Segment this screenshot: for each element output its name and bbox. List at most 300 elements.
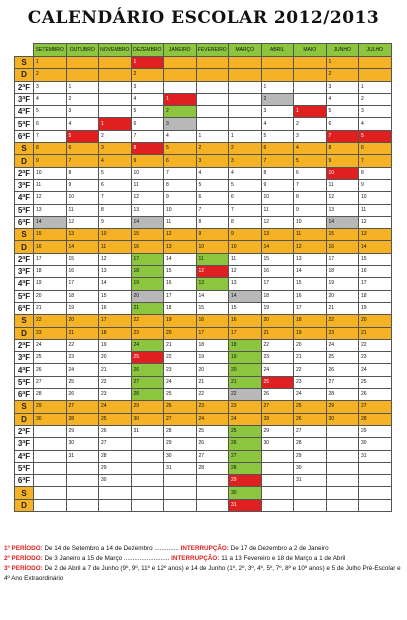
- day-cell: [229, 81, 262, 93]
- day-cell: 4: [229, 167, 262, 179]
- day-cell: 27: [359, 401, 392, 413]
- day-cell: 25: [326, 352, 359, 364]
- day-cell: [261, 462, 294, 474]
- day-cell: 4: [196, 167, 229, 179]
- day-cell: 6: [34, 118, 67, 130]
- day-cell: 7: [164, 167, 197, 179]
- day-cell: 8: [196, 216, 229, 228]
- day-cell: 13: [66, 229, 99, 241]
- day-cell: 9: [229, 229, 262, 241]
- month-header: OUTUBRO: [66, 44, 99, 57]
- day-cell: 6: [229, 192, 262, 204]
- day-cell: 5: [294, 155, 327, 167]
- day-cell: 15: [99, 290, 132, 302]
- calendar-row: [15, 241, 392, 253]
- weekday-label: 6ªF: [15, 389, 34, 401]
- day-cell: 21: [66, 327, 99, 339]
- day-cell: [34, 462, 67, 474]
- day-cell: 5: [99, 167, 132, 179]
- day-cell: 19: [131, 278, 164, 290]
- calendar-row: [15, 487, 392, 499]
- day-cell: 6: [131, 118, 164, 130]
- calendar-row: [15, 216, 392, 228]
- day-cell: 16: [99, 302, 132, 314]
- day-cell: 20: [229, 364, 262, 376]
- day-cell: 16: [359, 266, 392, 278]
- day-cell: [261, 487, 294, 499]
- day-cell: 1: [66, 81, 99, 93]
- calendar-row: [15, 339, 392, 351]
- day-cell: 10: [99, 229, 132, 241]
- day-cell: 17: [164, 290, 197, 302]
- day-cell: 13: [131, 204, 164, 216]
- calendar-row: [15, 462, 392, 474]
- day-cell: 19: [66, 302, 99, 314]
- day-cell: 12: [261, 216, 294, 228]
- day-cell: 11: [294, 229, 327, 241]
- legend-key: 3º PERÍODO:: [4, 565, 43, 572]
- day-cell: 2: [66, 93, 99, 105]
- day-cell: 18: [34, 266, 67, 278]
- weekday-label: 4ªF: [15, 364, 34, 376]
- day-cell: 8: [326, 143, 359, 155]
- day-cell: 29: [131, 401, 164, 413]
- day-cell: 1: [131, 57, 164, 69]
- day-cell: 9: [196, 229, 229, 241]
- day-cell: 6: [294, 167, 327, 179]
- day-cell: 20: [261, 315, 294, 327]
- day-cell: 29: [34, 401, 67, 413]
- day-cell: 30: [66, 438, 99, 450]
- day-cell: 17: [229, 327, 262, 339]
- day-cell: 21: [99, 364, 132, 376]
- day-cell: 4: [326, 93, 359, 105]
- day-cell: 11: [66, 204, 99, 216]
- day-cell: 15: [196, 302, 229, 314]
- day-cell: [99, 57, 132, 69]
- calendar-row: [15, 179, 392, 191]
- day-cell: 24: [261, 364, 294, 376]
- day-cell: 22: [99, 376, 132, 388]
- day-cell: 2: [261, 93, 294, 105]
- weekday-label: S: [15, 487, 34, 499]
- day-cell: 21: [196, 376, 229, 388]
- day-cell: 7: [99, 192, 132, 204]
- day-cell: 26: [229, 438, 262, 450]
- day-cell: 1: [34, 57, 67, 69]
- day-cell: [359, 499, 392, 511]
- day-cell: 24: [164, 376, 197, 388]
- day-cell: 17: [99, 315, 132, 327]
- day-cell: 23: [164, 364, 197, 376]
- day-cell: [294, 487, 327, 499]
- day-cell: [196, 499, 229, 511]
- day-cell: [359, 475, 392, 487]
- day-cell: 6: [99, 179, 132, 191]
- weekday-label: D: [15, 241, 34, 253]
- day-cell: 14: [66, 241, 99, 253]
- day-cell: 21: [164, 339, 197, 351]
- day-cell: 29: [359, 425, 392, 437]
- day-cell: 18: [131, 266, 164, 278]
- day-cell: 31: [66, 450, 99, 462]
- day-cell: 22: [261, 339, 294, 351]
- day-cell: 8: [229, 216, 262, 228]
- legend-period-2: [4, 554, 404, 564]
- day-cell: [359, 487, 392, 499]
- legend-text: De 3 Janeiro a 15 de Março ..........................: [44, 555, 170, 562]
- day-cell: [131, 487, 164, 499]
- weekday-label: 2ªF: [15, 253, 34, 265]
- calendar-row: [15, 167, 392, 179]
- day-cell: 16: [34, 241, 67, 253]
- day-cell: 5: [66, 130, 99, 142]
- day-cell: 10: [34, 167, 67, 179]
- day-cell: 27: [294, 425, 327, 437]
- day-cell: 8: [261, 167, 294, 179]
- day-cell: 11: [34, 179, 67, 191]
- legend-key: 2º PERÍODO:: [4, 555, 43, 562]
- day-cell: 24: [34, 339, 67, 351]
- day-cell: 15: [66, 253, 99, 265]
- day-cell: 19: [326, 278, 359, 290]
- day-cell: 2: [294, 118, 327, 130]
- day-cell: 30: [99, 475, 132, 487]
- weekday-label: 4ªF: [15, 192, 34, 204]
- calendar-row: [15, 302, 392, 314]
- day-cell: 2: [229, 143, 262, 155]
- calendar-row: [15, 253, 392, 265]
- day-cell: 26: [359, 389, 392, 401]
- day-cell: 23: [326, 327, 359, 339]
- day-cell: [196, 57, 229, 69]
- day-cell: [196, 106, 229, 118]
- day-cell: 11: [196, 253, 229, 265]
- weekday-label: D: [15, 155, 34, 167]
- weekday-label: 2ªF: [15, 81, 34, 93]
- day-cell: 4: [294, 143, 327, 155]
- day-cell: 16: [229, 315, 262, 327]
- day-cell: 7: [131, 130, 164, 142]
- day-cell: 13: [229, 278, 262, 290]
- day-cell: 27: [261, 401, 294, 413]
- day-cell: 14: [99, 278, 132, 290]
- day-cell: 15: [164, 266, 197, 278]
- day-cell: 24: [131, 339, 164, 351]
- day-cell: [164, 69, 197, 81]
- day-cell: 15: [359, 253, 392, 265]
- weekday-label: 6ªF: [15, 475, 34, 487]
- calendar-row: [15, 93, 392, 105]
- day-cell: 3: [359, 106, 392, 118]
- day-cell: 14: [131, 216, 164, 228]
- day-cell: 26: [131, 364, 164, 376]
- day-cell: 31: [164, 462, 197, 474]
- day-cell: 21: [359, 327, 392, 339]
- day-cell: [326, 450, 359, 462]
- day-cell: 17: [196, 327, 229, 339]
- day-cell: 1: [294, 106, 327, 118]
- day-cell: 22: [164, 352, 197, 364]
- day-cell: 27: [164, 413, 197, 425]
- weekday-label: 2ªF: [15, 167, 34, 179]
- calendar-row: [15, 499, 392, 511]
- day-cell: 1: [359, 81, 392, 93]
- day-cell: 10: [196, 241, 229, 253]
- day-cell: 29: [294, 450, 327, 462]
- day-cell: 12: [34, 192, 67, 204]
- legend: [4, 544, 404, 584]
- day-cell: 13: [164, 241, 197, 253]
- day-cell: [131, 475, 164, 487]
- day-cell: [66, 499, 99, 511]
- day-cell: 3: [261, 106, 294, 118]
- calendar-row: [15, 475, 392, 487]
- day-cell: 15: [294, 278, 327, 290]
- day-cell: 31: [294, 475, 327, 487]
- day-cell: 15: [34, 229, 67, 241]
- legend-text: De 14 de Setembro a 14 de Dezembro ..............: [44, 545, 179, 552]
- calendar-row: [15, 81, 392, 93]
- day-cell: 8: [294, 192, 327, 204]
- weekday-label: D: [15, 499, 34, 511]
- day-cell: 24: [66, 364, 99, 376]
- day-cell: 10: [326, 167, 359, 179]
- day-cell: [359, 462, 392, 474]
- day-cell: 26: [34, 364, 67, 376]
- day-cell: 27: [326, 376, 359, 388]
- day-cell: 14: [326, 216, 359, 228]
- day-cell: 11: [326, 179, 359, 191]
- day-cell: 4: [261, 118, 294, 130]
- day-cell: 1: [261, 81, 294, 93]
- calendar-row: [15, 106, 392, 118]
- day-cell: 2: [99, 130, 132, 142]
- day-cell: [196, 118, 229, 130]
- day-cell: 25: [294, 401, 327, 413]
- weekday-label: 3ªF: [15, 266, 34, 278]
- day-cell: 7: [294, 179, 327, 191]
- day-cell: [34, 438, 67, 450]
- day-cell: 12: [294, 241, 327, 253]
- day-cell: [261, 475, 294, 487]
- day-cell: [99, 499, 132, 511]
- day-cell: 14: [196, 290, 229, 302]
- weekday-label: 4ªF: [15, 106, 34, 118]
- day-cell: 15: [229, 302, 262, 314]
- day-cell: 20: [196, 364, 229, 376]
- day-cell: 19: [34, 278, 67, 290]
- day-cell: 9: [359, 179, 392, 191]
- day-cell: 19: [294, 327, 327, 339]
- day-cell: 10: [131, 167, 164, 179]
- weekday-label: 3ªF: [15, 438, 34, 450]
- day-cell: 5: [34, 106, 67, 118]
- day-cell: [261, 57, 294, 69]
- day-cell: 9: [164, 192, 197, 204]
- day-cell: 14: [294, 266, 327, 278]
- day-cell: 17: [326, 253, 359, 265]
- day-cell: 25: [131, 352, 164, 364]
- day-cell: 28: [164, 425, 197, 437]
- day-cell: 20: [66, 315, 99, 327]
- day-cell: [164, 81, 197, 93]
- day-cell: 27: [229, 450, 262, 462]
- day-cell: [131, 499, 164, 511]
- day-cell: 21: [34, 302, 67, 314]
- day-cell: 20: [164, 327, 197, 339]
- day-cell: 25: [196, 425, 229, 437]
- weekday-label: 6ªF: [15, 130, 34, 142]
- day-cell: 9: [66, 179, 99, 191]
- day-cell: 15: [261, 253, 294, 265]
- day-cell: [229, 118, 262, 130]
- day-cell: 16: [66, 266, 99, 278]
- day-cell: 24: [229, 413, 262, 425]
- calendar-row: [15, 352, 392, 364]
- day-cell: 17: [66, 278, 99, 290]
- day-cell: 28: [294, 438, 327, 450]
- day-cell: 5: [164, 143, 197, 155]
- calendar-row: [15, 204, 392, 216]
- day-cell: 31: [359, 450, 392, 462]
- day-cell: 2: [34, 69, 67, 81]
- month-header: ABRIL: [261, 44, 294, 57]
- weekday-label: S: [15, 401, 34, 413]
- day-cell: 2: [326, 69, 359, 81]
- day-cell: 13: [326, 204, 359, 216]
- day-cell: 5: [229, 179, 262, 191]
- day-cell: 8: [99, 204, 132, 216]
- day-cell: 24: [196, 413, 229, 425]
- day-cell: 16: [326, 241, 359, 253]
- day-cell: [261, 69, 294, 81]
- day-cell: 25: [34, 352, 67, 364]
- day-cell: 10: [229, 241, 262, 253]
- day-cell: 19: [196, 352, 229, 364]
- day-cell: [131, 450, 164, 462]
- day-cell: 9: [131, 155, 164, 167]
- day-cell: 25: [164, 389, 197, 401]
- day-cell: 20: [34, 290, 67, 302]
- day-cell: 12: [164, 229, 197, 241]
- legend-period-1: [4, 544, 404, 554]
- weekday-label: 6ªF: [15, 302, 34, 314]
- calendar-row: [15, 192, 392, 204]
- day-cell: [196, 69, 229, 81]
- day-cell: [34, 487, 67, 499]
- day-cell: [164, 475, 197, 487]
- day-cell: 30: [261, 438, 294, 450]
- day-cell: 22: [131, 315, 164, 327]
- legend-key: INTERRUPÇÃO:: [180, 545, 229, 552]
- day-cell: 4: [359, 118, 392, 130]
- day-cell: 19: [261, 302, 294, 314]
- day-cell: [294, 499, 327, 511]
- day-cell: 16: [294, 290, 327, 302]
- day-cell: 3: [34, 81, 67, 93]
- day-cell: 26: [99, 425, 132, 437]
- day-cell: 13: [359, 229, 392, 241]
- day-cell: 3: [164, 118, 197, 130]
- day-cell: 17: [261, 278, 294, 290]
- day-cell: 21: [326, 302, 359, 314]
- day-cell: 16: [164, 278, 197, 290]
- day-cell: [164, 487, 197, 499]
- day-cell: 21: [294, 352, 327, 364]
- day-cell: 1: [164, 93, 197, 105]
- day-cell: [294, 81, 327, 93]
- day-cell: 18: [326, 266, 359, 278]
- day-cell: 17: [359, 278, 392, 290]
- calendar-row: [15, 315, 392, 327]
- day-cell: 28: [66, 413, 99, 425]
- day-cell: [34, 425, 67, 437]
- day-cell: 30: [326, 413, 359, 425]
- calendar-row: [15, 364, 392, 376]
- month-header-row: [15, 44, 392, 57]
- calendar-row: [15, 290, 392, 302]
- day-cell: 4: [131, 93, 164, 105]
- calendar-row: [15, 155, 392, 167]
- weekday-label: 3ªF: [15, 179, 34, 191]
- calendar-row: [15, 438, 392, 450]
- day-cell: 4: [66, 118, 99, 130]
- corner-cell: [15, 44, 34, 57]
- day-cell: 7: [359, 155, 392, 167]
- weekday-label: S: [15, 143, 34, 155]
- day-cell: 19: [359, 302, 392, 314]
- day-cell: [229, 57, 262, 69]
- day-cell: 18: [99, 327, 132, 339]
- day-cell: 3: [66, 106, 99, 118]
- day-cell: 14: [34, 216, 67, 228]
- day-cell: 20: [326, 290, 359, 302]
- day-cell: [99, 69, 132, 81]
- day-cell: 3: [196, 155, 229, 167]
- day-cell: [294, 57, 327, 69]
- day-cell: [164, 499, 197, 511]
- day-cell: [66, 57, 99, 69]
- calendar-row: [15, 229, 392, 241]
- day-cell: 28: [261, 413, 294, 425]
- day-cell: 28: [359, 413, 392, 425]
- day-cell: [34, 475, 67, 487]
- day-cell: 1: [326, 57, 359, 69]
- month-header: JANEIRO: [164, 44, 197, 57]
- day-cell: 17: [131, 253, 164, 265]
- day-cell: 4: [164, 130, 197, 142]
- day-cell: 12: [229, 266, 262, 278]
- day-cell: 24: [99, 401, 132, 413]
- day-cell: 10: [359, 192, 392, 204]
- day-cell: 11: [261, 204, 294, 216]
- day-cell: [34, 450, 67, 462]
- day-cell: 20: [359, 315, 392, 327]
- day-cell: 6: [196, 192, 229, 204]
- day-cell: 9: [261, 179, 294, 191]
- day-cell: 2: [359, 93, 392, 105]
- month-header: DEZEMBRO: [131, 44, 164, 57]
- day-cell: [196, 93, 229, 105]
- day-cell: [261, 499, 294, 511]
- weekday-label: 4ªF: [15, 450, 34, 462]
- day-cell: 4: [34, 93, 67, 105]
- day-cell: 21: [131, 302, 164, 314]
- legend-text: 11 a 13 Fevereiro e 18 de Março a 1 de Abril: [221, 555, 346, 562]
- day-cell: [229, 106, 262, 118]
- calendar-row: [15, 118, 392, 130]
